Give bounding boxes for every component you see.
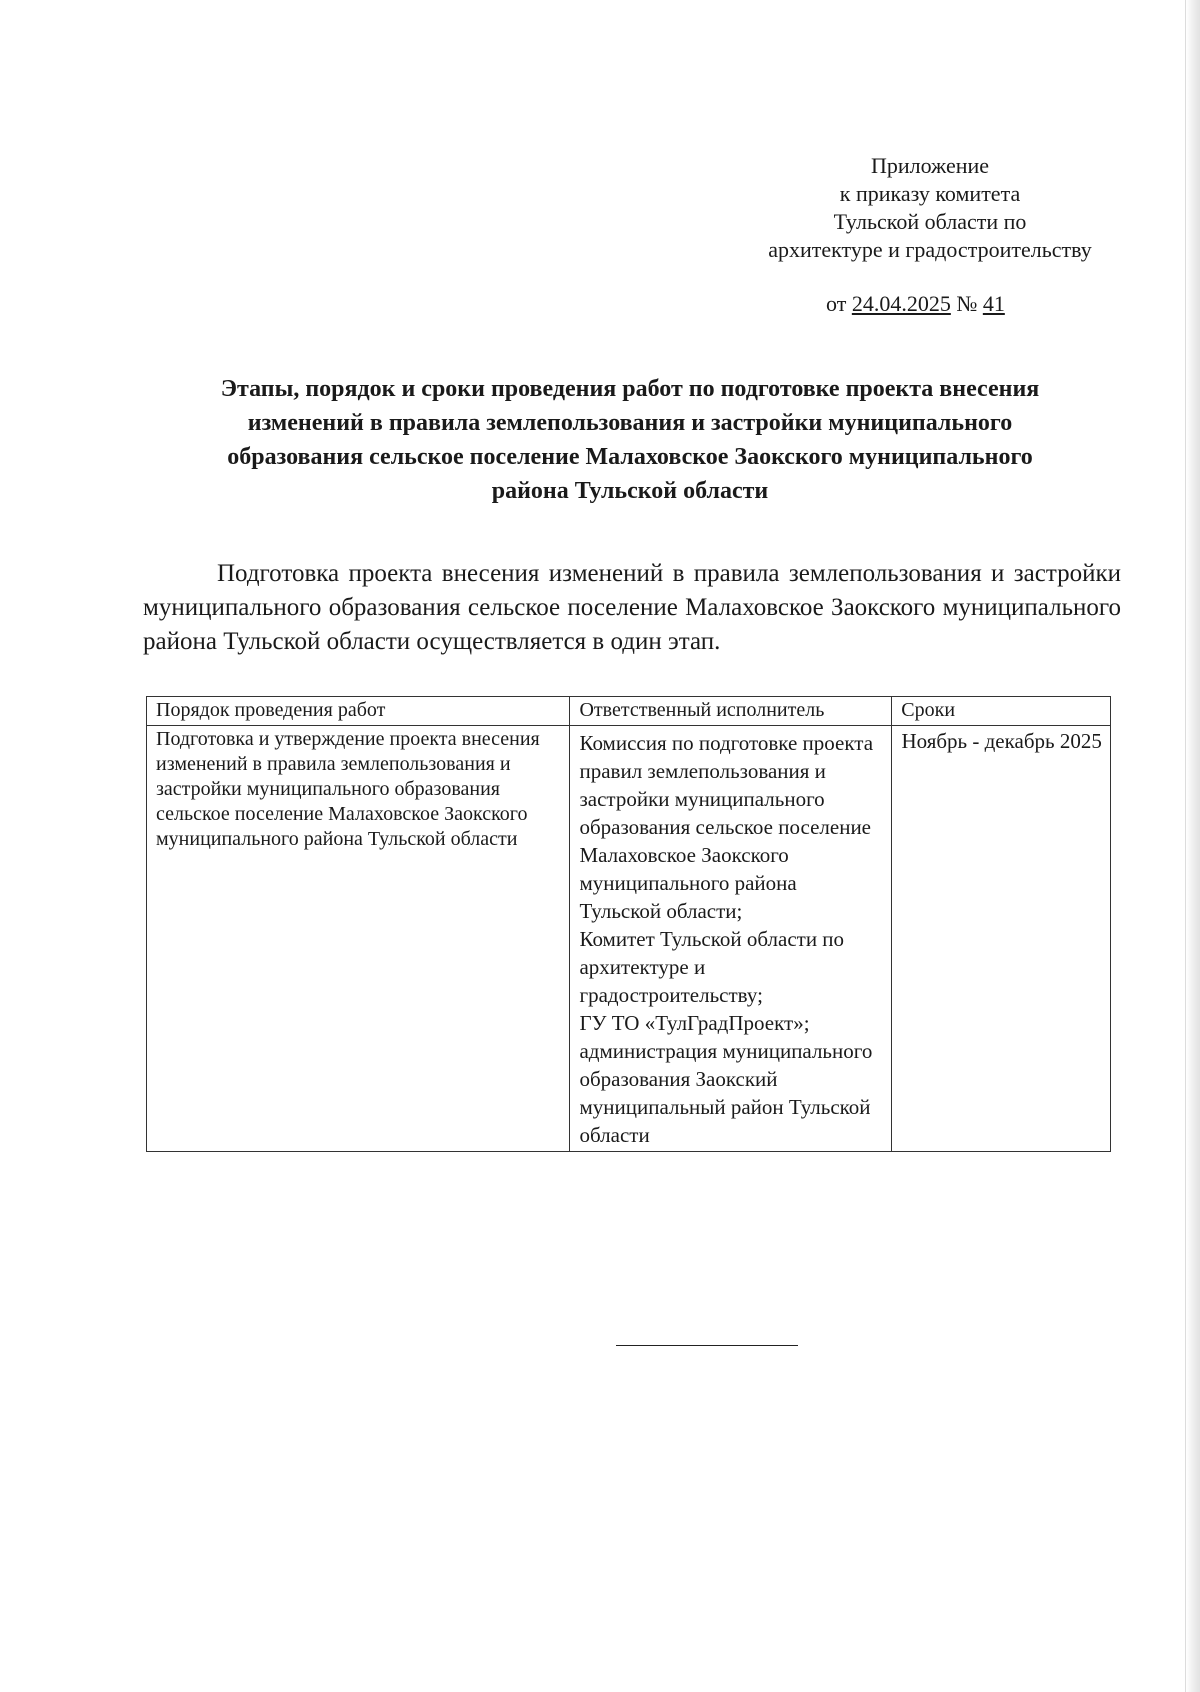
term-text: Ноябрь - декабрь 2025 [901,729,1102,753]
title-line-1: Этапы, порядок и сроки проведения работ по подготовке проекта внесения [220,376,1040,402]
executor-administration: администрация муниципального образования Заокский муниципальный район Тульской области [579,1039,873,1147]
cell-term [892,726,1111,1152]
executor-committee: Комитет Тульской области по архитектуре и градостроительству; [579,927,845,1007]
appendix-header [730,152,1130,264]
executor-commission: Комиссия по подготовке проекта правил землепользования и застройки муниципального образования сельское поселение Малаховское Заокского муниципального района Тульской области; [579,731,874,923]
order-reference [826,290,1005,318]
order-number: 41 [982,291,1005,316]
header-order: Порядок проведения работ [147,697,570,726]
cell-order: Подготовка и утверждение проекта внесения изменений в правила землепользования и застройки муниципального образования сельское поселение Малаховское Заокского муниципального района Тульской области [147,726,570,1152]
table-row [147,726,1111,1152]
page-edge-shadow [1185,0,1200,1692]
table-header-row [147,697,1111,726]
appendix-line-2: к приказу комитета [839,181,1021,206]
appendix-line-4: архитектуре и градостроительству [768,237,1092,262]
cell-executors [570,726,892,1152]
document-title [130,372,1130,508]
appendix-line-3: Тульской области по [833,209,1027,234]
works-table [146,696,1111,1152]
order-prefix: от [826,291,847,316]
title-line-3: образования сельское поселение Малаховское Заокского муниципального [227,444,1033,470]
header-executor: Ответственный исполнитель [570,697,892,726]
appendix-line-1: Приложение [870,153,990,178]
title-line-4: района Тульской области [491,478,769,504]
order-date: 24.04.2025 [851,291,951,316]
header-term: Сроки [892,697,1111,726]
intro-paragraph: Подготовка проекта внесения изменений в правила землепользования и застройки муниципального образования сельское поселение Малаховское Заокского муниципального района Тульской области осуществляется в один этап. [143,560,1121,655]
executor-tulgradproekt: ГУ ТО «ТулГрадПроект»; [579,1011,810,1035]
title-line-2: изменений в правила землепользования и застройки муниципального [247,410,1013,436]
closing-rule [616,1345,798,1346]
order-number-sign: № [956,291,978,316]
